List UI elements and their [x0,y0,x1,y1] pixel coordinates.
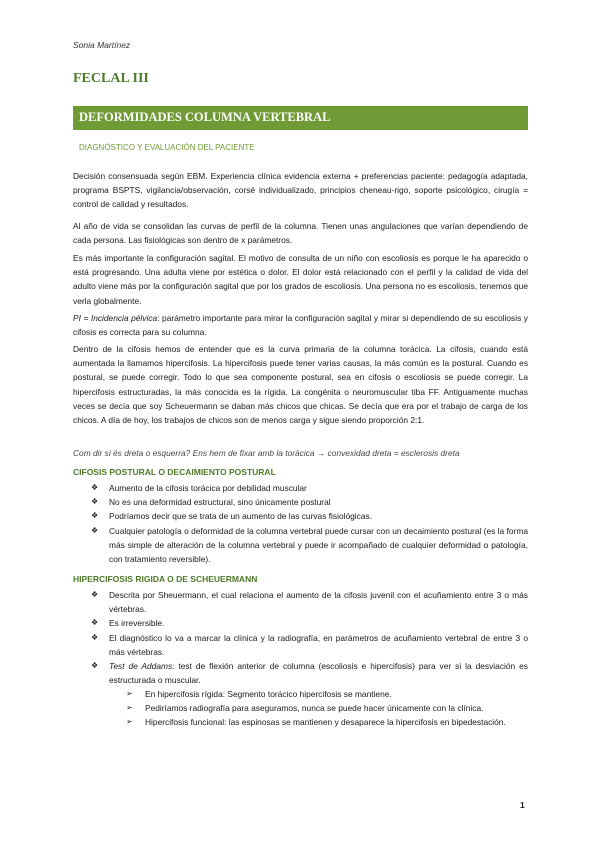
paragraph-cifosis: Dentro de la cifosis hemos de entender que es la curva primaria de la columna torácica. La cifosis, cuando está aumentada la llamamos hipercifosis. La hipercifosis puede tener varias causas, la más común es la postural. Cuando es postural, se puede corregir. Todo lo que sea componente postural, sea en cifosis o escoliosis se puede corregir. La hipercifosis estructuradas, la más conocida es la rígida. La congénita o neuromuscular tiba FF. Antiguamente muchas veces se decía que soy Scheuermann se daban más chicos que chicas. Se decía que era por el trabajo de carga de los chicos. A día de hoy, los trabajos de chicos son de menos carga y sigue siendo proporción 2:1. [73,344,528,426]
list-item: ❖ Descrita por Sheuermann, el cual relaciona el aumento de la cifosis juvenil con el acuñamiento entre 3 o más vértebras. [91,590,528,615]
author-header: Sonia Martínez [73,40,131,50]
scheuermann-list [73,588,528,687]
list-item: ❖ Podríamos decir que se trata de un aumento de las curvas fisiológicas. [73,509,528,523]
list-item: ❖ Cualquier patología o deformidad de la columna vertebral puede cursar con un decaimiento postural (es la forma más simple de alteración de la columna vertebral y puede ir acompañado de cualquier deformidad o patología, con tratamiento reversible). [91,525,528,565]
section-heading-scheuermann: HIPERCIFOSIS RIGIDA O DE SCHEUERMANN [73,574,258,584]
list-item: ❖ Test de Addams: test de flexión anterior de columna (escoliosis e hipercifosis) para ver si la desviación es estructurada o muscular. [91,661,528,686]
diamond-bullet-icon: ❖ [91,511,99,521]
postural-list [73,481,528,566]
arrow-bullet-icon: ➢ [126,689,133,698]
arrow-bullet-icon: ➢ [126,703,133,713]
diamond-bullet-icon: ❖ [91,497,99,507]
paragraph-decision: Decisión consensuada según EBM. Experiencia clínica evidencia externa + preferencias paciente: pedagogía adaptada, programa BSPTS, vigilancia/observación, corsé individualizado, principios cheneau-rigo, soporte psicológico, cirugía = control de calidad y resultados. [73,171,528,210]
page-number: 1 [520,800,525,810]
diamond-bullet-icon: ❖ [91,590,99,599]
paragraph-pelvic-incidence [73,311,528,339]
section-heading-postural: CIFOSIS POSTURAL O DECAIMIENTO POSTURAL [73,467,276,477]
pi-text: : parámetro importante para mirar la configuración sagital y mirar si dependiendo de su escoliosis y cifosis es correcta para su columna. [73,313,528,338]
list-item: ❖ No es una deformidad estructural, sino únicamente postural [73,495,528,509]
note-line: Com dir si és dreta o esquerra? Ens hem de fixar amb la toràcica → convexidad dreta = esclerosis dreta [73,448,460,458]
subsection-title: DIAGNÓSTICO Y EVALUACIÓN DEL PACIENTE [79,143,255,152]
pi-label: PI = Incidencia pélvica [73,313,158,323]
document-title: FECLAL III [73,71,149,86]
list-item: ➢ En hipercifosis rígida: Segmento torácico hipercifosis se mantiene. [73,687,528,701]
list-item: ❖ Aumento de la cifosis torácica por debilidad muscular [73,481,528,495]
diamond-bullet-icon: ❖ [91,618,99,628]
diamond-bullet-icon: ❖ [91,525,99,535]
list-item: ➢ Pediríamos radiografía para aseguramos, nunca se puede hacer únicamente con la clínica. [73,701,528,715]
diamond-bullet-icon: ❖ [91,661,99,671]
diamond-bullet-icon: ❖ [91,632,99,642]
list-item: ➢ Hipercifosis funcional: las espinosas se mantienen y desaparece la hipercifosis en bipedestación. [73,715,528,729]
banner-title: DEFORMIDADES COLUMNA VERTEBRAL [79,110,331,124]
diamond-bullet-icon: ❖ [91,483,99,492]
paragraph-sagital: Es más importante la configuración sagital. El motivo de consulta de un niño con escoliosis es porque le ha aparecido o está progresando. Una adulta viene por estética o dolor. El dolor está relacionado con el perfil y la calidad de vida del adulto viene más por la configuración sagital que por los grados de escoliosis. Una persona no es escoliosis, tenemos que verla globalmente. [73,253,528,306]
arrow-bullet-icon: ➢ [126,717,133,727]
paragraph-curves: Al año de vida se consolidan las curvas de perfil de la columna. Tienen unas angulaciones que varían dependiendo de cada persona. Las fisiológicas son dentro de x parámetros. [73,221,528,246]
section-banner [73,106,528,130]
list-item: ❖ Es irreversible. [73,616,528,630]
adams-label: Test de Addams [109,661,173,672]
adams-sublist [73,687,528,730]
list-item: ❖ El diagnóstico lo va a marcar la clínica y la radiografía, en parámetros de acuñamiento vertebral de entre 3 o más vértebras. [91,632,528,657]
